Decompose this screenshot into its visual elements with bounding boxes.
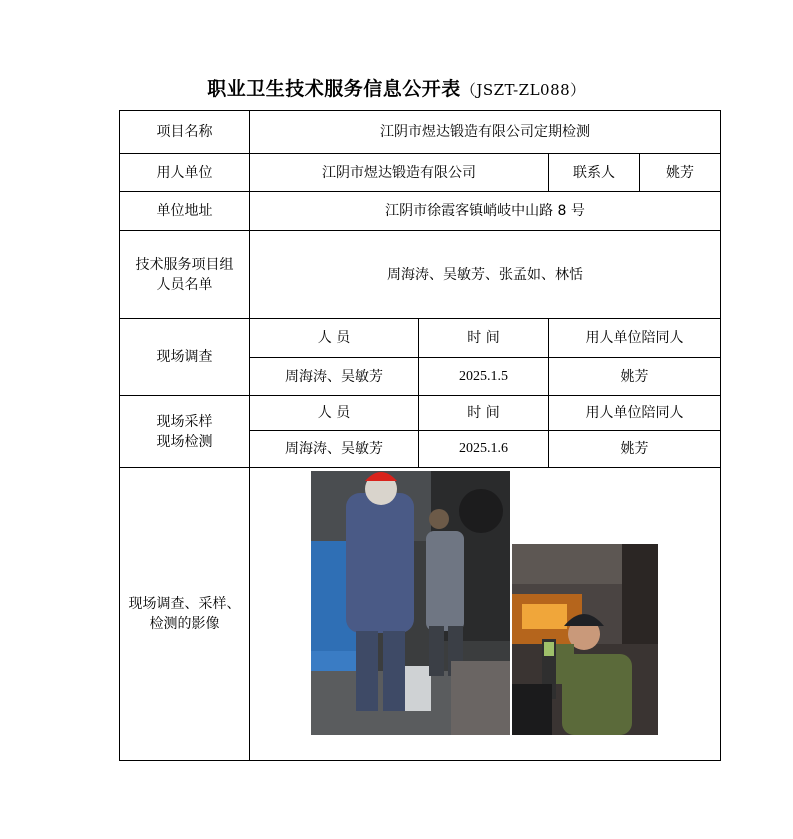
survey-personnel: 周海涛、吴敏芳 bbox=[250, 358, 419, 396]
team-label-line1: 技术服务项目组 bbox=[135, 256, 234, 273]
sampling-personnel: 周海涛、吴敏芳 bbox=[250, 431, 419, 468]
employer-value: 江阴市煜达锻造有限公司 bbox=[250, 154, 549, 192]
survey-col-escort: 用人单位陪同人 bbox=[549, 319, 721, 358]
sampling-time: 2025.1.6 bbox=[419, 431, 549, 468]
survey-label: 现场调查 bbox=[120, 319, 250, 396]
survey-col-personnel: 人 员 bbox=[250, 319, 419, 358]
project-value: 江阴市煜达锻造有限公司定期检测 bbox=[250, 111, 721, 154]
address-label: 单位地址 bbox=[120, 192, 250, 231]
survey-escort: 姚芳 bbox=[549, 358, 721, 396]
row-survey-header bbox=[120, 319, 721, 358]
row-images bbox=[120, 468, 721, 761]
sampling-col-personnel: 人 员 bbox=[250, 396, 419, 431]
info-table bbox=[119, 110, 721, 761]
sampling-label bbox=[120, 396, 250, 468]
row-address bbox=[120, 192, 721, 231]
page-title bbox=[0, 74, 793, 101]
sampling-label-line1: 现场采样 bbox=[156, 413, 213, 430]
images-label bbox=[120, 468, 250, 761]
project-label: 项目名称 bbox=[120, 111, 250, 154]
images-label-line2: 检测的影像 bbox=[149, 616, 220, 632]
images-label-line1: 现场调查、采样、 bbox=[128, 596, 241, 612]
team-label-line2: 人员名单 bbox=[156, 276, 213, 293]
sampling-col-time: 时 间 bbox=[419, 396, 549, 431]
survey-col-time: 时 间 bbox=[419, 319, 549, 358]
address-value: 江阴市徐霞客镇峭岐中山路 8 号 bbox=[250, 192, 721, 231]
employer-label: 用人单位 bbox=[120, 154, 250, 192]
images-cell bbox=[250, 468, 721, 761]
row-employer bbox=[120, 154, 721, 192]
survey-time: 2025.1.5 bbox=[419, 358, 549, 396]
team-value: 周海涛、吴敏芳、张孟如、林恬 bbox=[250, 231, 721, 319]
row-project bbox=[120, 111, 721, 154]
title-code: （JSZT-ZL088） bbox=[460, 81, 586, 99]
title-main: 职业卫生技术服务信息公开表 bbox=[207, 78, 461, 100]
photo-group bbox=[311, 471, 658, 735]
contact-label: 联系人 bbox=[549, 154, 640, 192]
sampling-col-escort: 用人单位陪同人 bbox=[549, 396, 721, 431]
site-survey-photo bbox=[311, 471, 510, 735]
site-sampling-photo bbox=[512, 544, 658, 735]
sampling-escort: 姚芳 bbox=[549, 431, 721, 468]
team-label bbox=[120, 231, 250, 319]
row-team bbox=[120, 231, 721, 319]
row-sampling-header bbox=[120, 396, 721, 431]
contact-value: 姚芳 bbox=[640, 154, 721, 192]
sampling-label-line2: 现场检测 bbox=[156, 433, 213, 450]
